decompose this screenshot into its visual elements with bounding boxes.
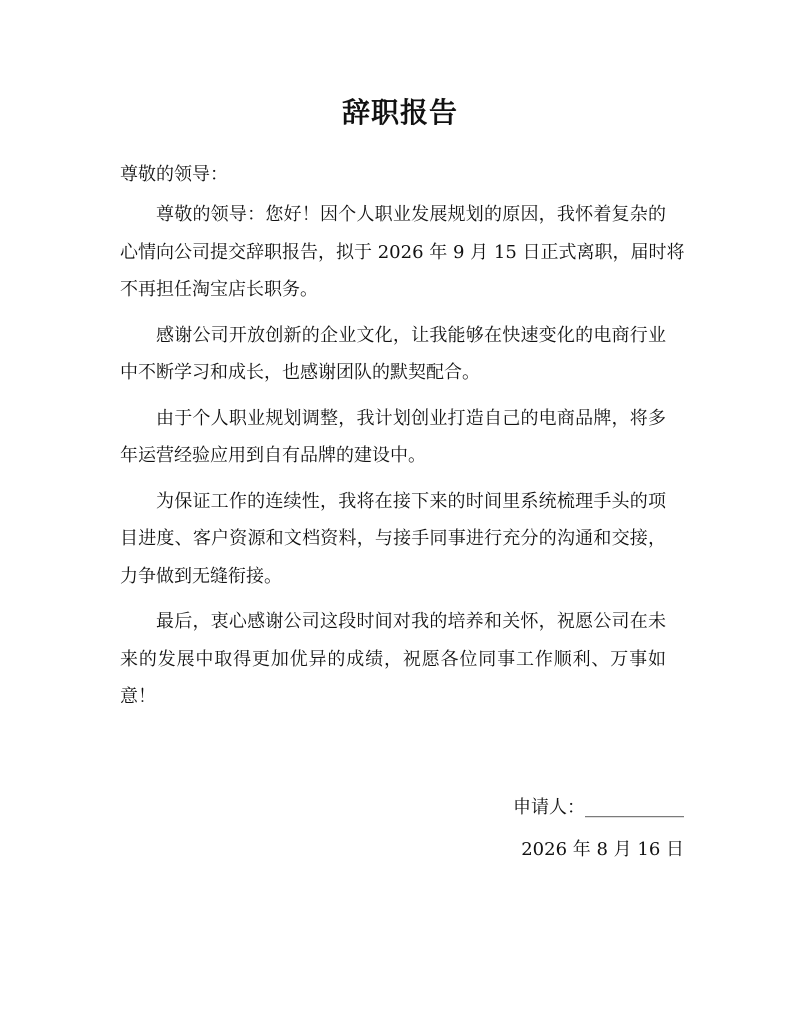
paragraph-closing <box>120 603 666 716</box>
paragraph-line: 来的发展中取得更加优异的成绩，祝愿各位同事工作顺利、万事如 <box>120 648 666 670</box>
applicant-signature: 申请人：___________ <box>513 797 684 818</box>
paragraph-line: 尊敬的领导：您好！因个人职业发展规划的原因，我怀着复杂的 <box>156 204 666 225</box>
paragraph-line: 最后，衷心感谢公司这段时间对我的培养和关怀，祝愿公司在未 <box>156 611 666 632</box>
paragraph-line: 心情向公司提交辞职报告，拟于 2026 年 9 月 15 日正式离职，届时将 <box>120 241 685 263</box>
paragraph-line: 力争做到无缝衔接。 <box>120 565 282 587</box>
paragraph-line: 年运营经验应用到自有品牌的建设中。 <box>120 445 426 466</box>
salutation: 尊敬的领导： <box>120 164 228 185</box>
paragraph-line: 中不断学习和成长，也感谢团队的默契配合。 <box>120 362 480 383</box>
paragraph-line: 为保证工作的连续性，我将在接下来的时间里系统梳理手头的项 <box>156 490 666 512</box>
paragraph-handover <box>120 483 666 596</box>
paragraph-line: 意！ <box>120 686 156 707</box>
paragraph-line: 不再担任淘宝店长职务。 <box>120 279 318 300</box>
document-title: 辞职报告 <box>341 96 458 129</box>
paragraph-line: 目进度、客户资源和文档资料，与接手同事进行充分的沟通和交接， <box>120 528 666 549</box>
letter-body <box>120 156 685 724</box>
signing-date: 2026 年 8 月 16 日 <box>521 839 684 860</box>
paragraph-gratitude <box>120 317 666 392</box>
paragraph-opening <box>120 196 685 309</box>
paragraph-reason <box>120 400 666 475</box>
paragraph-line: 感谢公司开放创新的企业文化，让我能够在快速变化的电商行业 <box>156 324 666 346</box>
paragraph-line: 由于个人职业规划调整，我计划创业打造自己的电商品牌，将多 <box>156 407 666 429</box>
